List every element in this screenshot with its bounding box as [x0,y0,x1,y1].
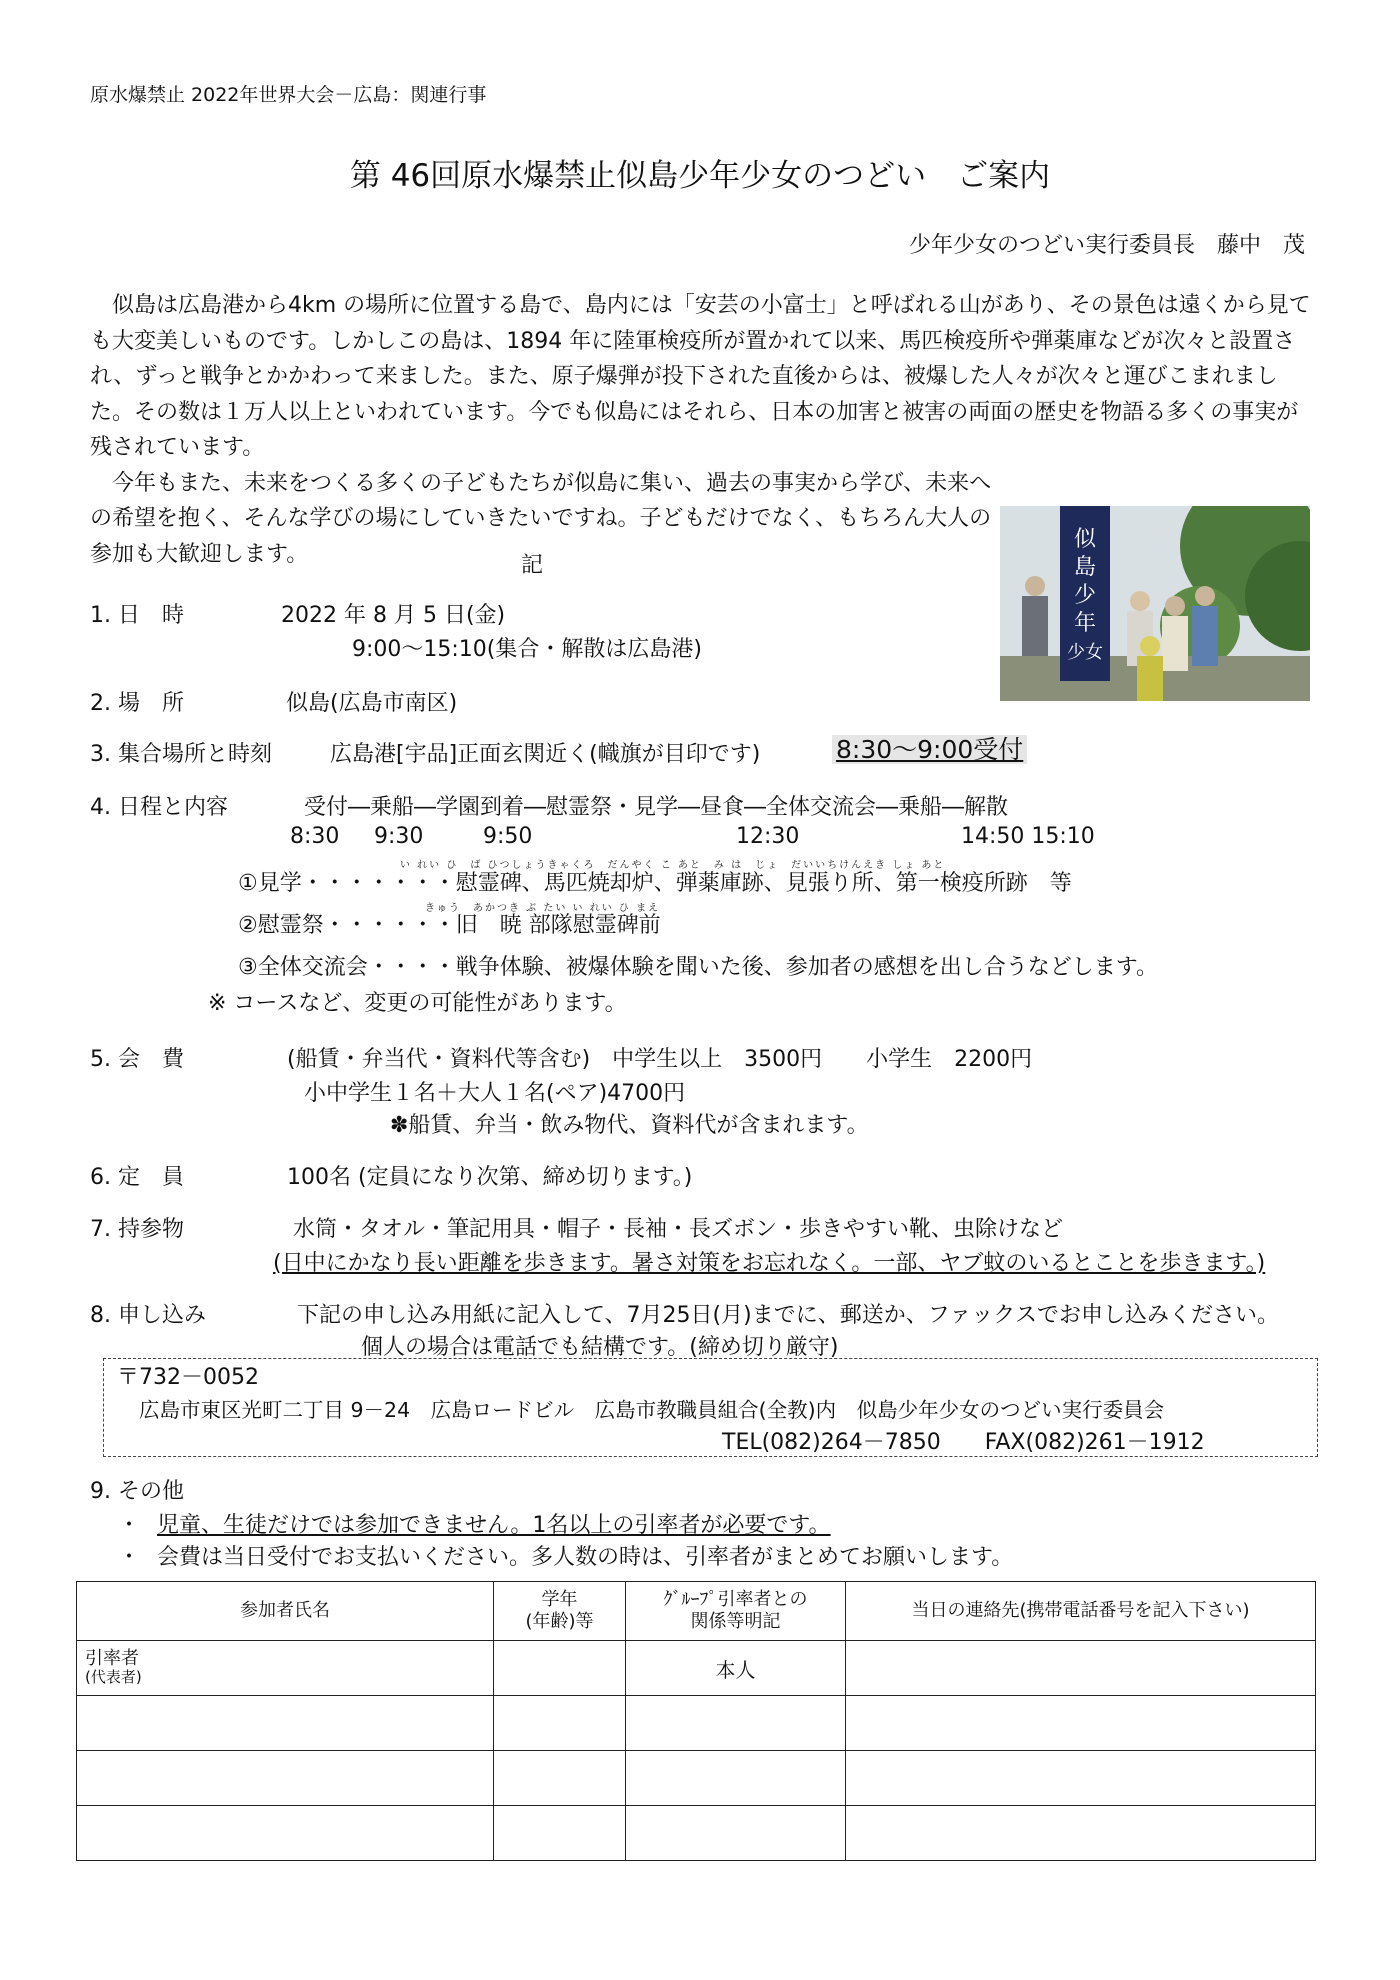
highlight-time: 8:30～9:00受付 [832,735,1027,764]
author-line: 少年少女のつどい実行委員長 藤中 茂 [908,233,1305,258]
relation-self: 本人 [715,1657,756,1682]
form-row [77,1696,1316,1751]
grade-cell[interactable] [494,1806,626,1861]
form-row [77,1641,1316,1696]
postal-code: 〒732－0052 [117,1365,259,1390]
schedule-time-5: 14:50 15:10 [961,824,1095,849]
event-photo [1000,506,1310,701]
leader-label: 引率者 [85,1648,139,1669]
fee-line-1: (船賃・弁当代・資料代等含む) 中学生以上 3500円 小学生 2200円 [287,1047,1033,1072]
intro-paragraph-2: 今年もまた、未来をつくる多くの子どもたちが似島に集い、過去の事実から学び、未来への希望を抱く、そんな学びの場にしていきたいですね。子どもだけでなく、もちろん大人の参加も大歓迎します。 [90,470,992,567]
item-1-time: 9:00～15:10(集合・解散は広島港) [352,637,702,662]
relation-cell[interactable] [626,1806,846,1861]
schedule-time-2: 9:30 [374,824,424,849]
header-name [77,1582,494,1641]
form-row [77,1751,1316,1806]
item-2-place: 似島(広島市南区) [286,691,458,716]
item-6-label: 6. 定 員 [90,1165,184,1190]
item-1-date: 2022 年 8 月 5 日(金) [281,603,506,628]
schedule-time-4: 12:30 [736,824,800,849]
svg-text:少女: 少女 [1067,642,1103,663]
item-5-label: 5. 会 費 [90,1047,184,1072]
item-2-label: 2. 場 所 [90,691,184,716]
item-8-label: 8. 申し込み [90,1303,206,1328]
item-1-label: 1. 日 時 [90,603,184,628]
header-relation-text: ｸﾞﾙｰﾌﾟ引率者との 関係等明記 [663,1589,808,1632]
svg-text:少: 少 [1073,583,1097,608]
schedule-time-1: 8:30 [290,824,340,849]
svg-text:年: 年 [1073,611,1097,636]
intro-paragraph-1: 似島は広島港から4km の場所に位置する島で、島内には「安芸の小富士」と呼ばれる山があり、その景色は遠くから見ても大変美しいものです。しかしこの島は、1894 年に陸軍検疫所が置かれて以来、馬匹検疫所や弾薬庫などが次々と設置され、ずっと戦争とかかわって来ました。また、原子爆弾が投下された直後からは、被爆した人々が次々と運びこまれました。その数は１万人以上といわれています。今でも似島にはそれら、日本の加害と被害の両面の歴史を物語る多くの事実が残されています。 [90,293,1311,460]
contact-cell[interactable] [846,1696,1316,1751]
ki-heading: 記 [521,553,544,578]
belongings-line-2: (日中にかなり長い距離を歩きます。暑さ対策をお忘れなく。一部、ヤブ蚊のいるとことを歩きます。) [273,1251,1266,1276]
detail-tour: ①見学・・・・・・・慰霊碑、馬匹焼却炉、弾薬庫跡、見張り所、第一検疫所跡 等 [238,871,1072,896]
leader-name-cell[interactable] [77,1641,494,1696]
item-4-schedule: 受付―乗船―学園到着―慰霊祭・見学―昼食―全体交流会―乗船―解散 [304,795,1009,820]
fee-line-2: 小中学生１名＋大人１名(ペア)4700円 [304,1081,686,1106]
header-relation [626,1582,846,1641]
item-4-label: 4. 日程と内容 [90,795,228,820]
page-title: 第 46回原水爆禁止似島少年少女のつどい ご案内 [349,158,1051,194]
item-3-reception-time [832,730,1027,766]
item-3-label: 3. 集合場所と時刻 [90,742,272,767]
item-3-meeting-place: 広島港[宇品]正面玄関近く(幟旗が目印です) [330,742,761,767]
event-header: 原水爆禁止 2022年世界大会－広島：関連行事 [90,84,487,106]
header-grade-text: 学年 (年齢)等 [525,1589,594,1632]
application-line-1: 下記の申し込み用紙に記入して、7月25日(月)までに、郵送か、ファックスでお申し込みください。 [297,1303,1280,1328]
item-9-label: 9. その他 [90,1479,184,1504]
detail-memorial: ②慰霊祭・・・・・・旧 暁 部隊慰霊碑前 [238,913,661,938]
relation-cell[interactable] [626,1696,846,1751]
name-cell[interactable] [77,1696,494,1751]
registration-form [76,1581,1316,1861]
ruby-line-1: い れい ひ ば ひつしょうきゃくろ だんやく こ あと み は じょ だいいちけんえき しょ あと [400,860,946,871]
capacity-value: 100名 (定員になり次第、締め切ります。) [287,1165,693,1190]
contact-cell[interactable] [846,1751,1316,1806]
header-name-text: 参加者氏名 [240,1600,330,1621]
contact-cell[interactable] [846,1806,1316,1861]
other-note-1: 児童、生徒だけでは参加できません。1名以上の引率者が必要です。 [157,1513,831,1538]
leader-sublabel: (代表者) [85,1668,142,1686]
form-row [77,1806,1316,1861]
form-header-row [77,1582,1316,1641]
belongings-line-1: 水筒・タオル・筆記用具・帽子・長袖・長ズボン・歩きやすい靴、虫除けなど [293,1217,1064,1242]
fee-line-3: ✽船賃、弁当・飲み物代、資料代が含まれます。 [390,1113,869,1138]
name-cell[interactable] [77,1751,494,1806]
course-change-note: ※ コースなど、変更の可能性があります。 [208,991,627,1016]
header-contact [846,1582,1316,1641]
address-line: 広島市東区光町二丁目 9－24 広島ロードビル 広島市教職員組合(全教)内 似島少年少女のつどい実行委員会 [139,1398,1165,1422]
detail-exchange: ③全体交流会・・・・戦争体験、被爆体験を聞いた後、参加者の感想を出し合うなどします。 [238,955,1158,980]
other-note-2: 会費は当日受付でお支払いください。多人数の時は、引率者がまとめてお願いします。 [157,1545,1014,1570]
grade-cell[interactable] [494,1751,626,1806]
schedule-time-3: 9:50 [483,824,533,849]
relation-cell[interactable] [626,1641,846,1696]
item-7-label: 7. 持参物 [90,1217,184,1242]
name-cell[interactable] [77,1806,494,1861]
bullet-1: ・ [118,1513,141,1538]
header-contact-text: 当日の連絡先(携帯電話番号を記入下さい) [911,1600,1250,1621]
ruby-line-2: きゅう あかつき ぶ たい い れい ひ まえ [425,903,661,914]
svg-text:似: 似 [1073,527,1097,552]
header-grade [494,1582,626,1641]
contact-cell[interactable] [846,1641,1316,1696]
application-line-2: 個人の場合は電話でも結構です。(締め切り厳守) [361,1335,839,1360]
svg-text:島: 島 [1073,555,1097,580]
bullet-2: ・ [118,1545,141,1570]
contact-line: TEL(082)264－7850 FAX(082)261－1912 [722,1430,1205,1455]
grade-cell[interactable] [494,1696,626,1751]
grade-cell[interactable] [494,1641,626,1696]
relation-cell[interactable] [626,1751,846,1806]
